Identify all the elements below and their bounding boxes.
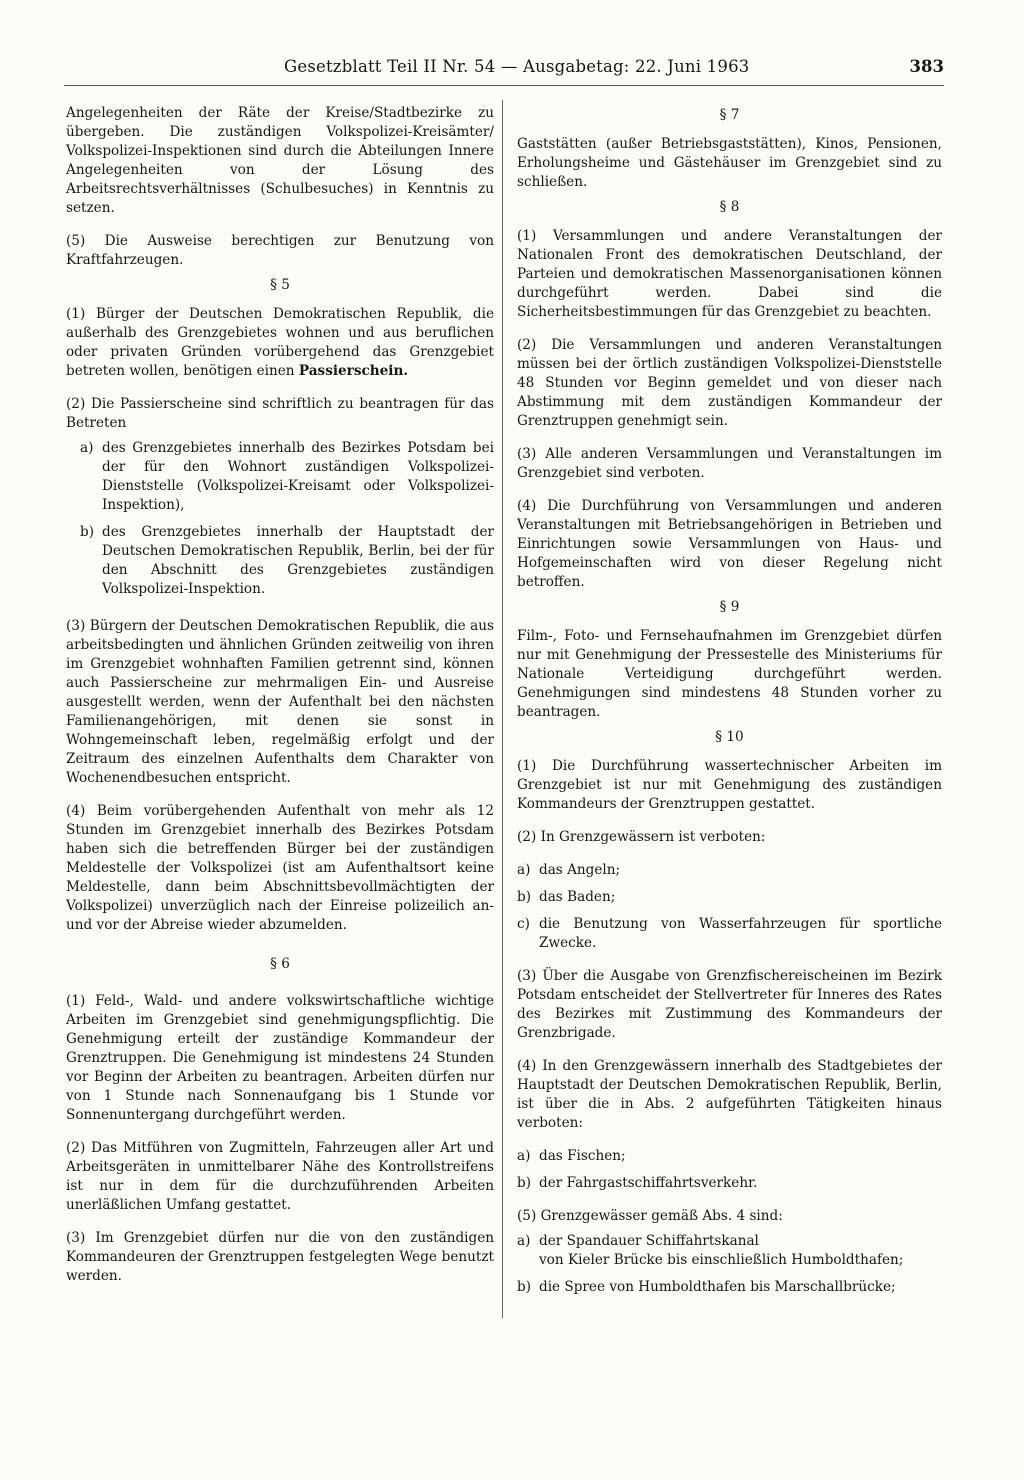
section-8-paragraph-2: (2) Die Versammlungen und anderen Veranstaltungen müssen bei der örtlich zuständigen Volkspolizei-Dienststelle 48 Stunden vor Beginn gemeldet und von dieser nach Abstimmung mit dem zuständigen Kommandeur der Grenztruppen genehmigt sein. <box>517 337 942 429</box>
section-7-text: Gaststätten (außer Betriebsgaststätten), Kinos, Pensionen, Erholungsheime und Gästehäuser im Grenzgebiet sind zu schließen. <box>517 136 942 190</box>
list-text: das Fischen; <box>539 1148 626 1164</box>
list-label: b) <box>80 524 95 540</box>
list-text: die Spree von Humboldthafen bis Marschallbrücke; <box>539 1279 896 1295</box>
header-rule <box>64 85 944 86</box>
list-item <box>517 1278 942 1297</box>
section-6-paragraph-1: (1) Feld-, Wald- und andere volkswirtschaftliche wichtige Arbeiten im Grenzgebiet sind genehmigungspflichtig. Die Genehmigung erteilt der zuständige Kommandeur der Grenztruppen. Die Genehmigung ist mindestens 24 Stunden vor Beginn der Arbeiten zu beantragen. Arbeiten dürfen nur von 1 Stunde nach Sonnenaufgang bis 1 Stunde vor Sonnenuntergang durchgeführt werden. <box>66 993 494 1123</box>
list-text: die Benutzung von Wasserfahrzeugen für sportliche Zwecke. <box>539 916 942 951</box>
section-5-paragraph-2: (2) Die Passierscheine sind schriftlich zu beantragen für das Betreten <box>66 396 494 431</box>
section-10-paragraph-2: (2) In Grenzgewässern ist verboten: <box>517 829 766 845</box>
list-item <box>517 1174 942 1193</box>
list-item <box>66 439 494 515</box>
section-5-paragraph-3: (3) Bürgern der Deutschen Demokratischen Republik, die aus arbeitsbedingten und ähnlichen Gründen zeitweilig von ihren im Grenzgebiet wohnhaften Familien getrennt sind, können auch Passierscheine zur mehrmaligen Ein- und Ausreise ausgestellt werden, wenn der Aufenthalt bei den nächsten Familienangehörigen, mit denen sie sonst in Wohngemeinschaft leben, regelmäßig erfolgt und der Zeitraum des einzelnen Aufenthalts dem Charakter von Wochenendbesuchen entspricht. <box>66 618 494 786</box>
section-10-paragraph-4: (4) In den Grenzgewässern innerhalb des Stadtgebietes der Hauptstadt der Deutschen Demokratischen Republik, Berlin, ist über die in Abs. 2 aufgeführten Tätigkeiten hinaus verboten: <box>517 1058 942 1131</box>
list-label: a) <box>517 862 531 878</box>
list-label: a) <box>517 1233 531 1249</box>
list-item <box>517 861 942 880</box>
section-8-paragraph-1: (1) Versammlungen und andere Veranstaltungen der Nationalen Front des demokratischen Deutschland, der Parteien und demokratischen Massenorganisationen können durchgeführt werden. Dabei sind die Sicherheitsbestimmungen für das Grenzgebiet zu beachten. <box>517 228 942 320</box>
page-header <box>64 57 944 87</box>
left-column <box>66 104 494 1300</box>
list-text: das Angeln; <box>539 862 621 878</box>
section-10-paragraph-3: (3) Über die Ausgabe von Grenzfischereischeinen im Bezirk Potsdam entscheidet der Stellvertreter für Inneres des Rates des Bezirkes mit Zustimmung des Kommandeurs der Grenzbrigade. <box>517 968 942 1041</box>
section-heading-7: § 7 <box>719 107 740 123</box>
section-10-paragraph-1: (1) Die Durchführung wassertechnischer Arbeiten im Grenzgebiet ist nur mit Genehmigung des zuständigen Kommandeurs der Grenztruppen gestattet. <box>517 758 942 812</box>
list-label: b) <box>517 889 532 905</box>
header-title: Gesetzblatt Teil II Nr. 54 — Ausgabetag: 22. Juni 1963 <box>284 57 750 76</box>
list-item <box>517 1147 942 1166</box>
list-text: des Grenzgebietes innerhalb des Bezirkes Potsdam bei der für den Wohnort zuständigen Volkspolizei-Dienststelle (Volkspolizei-Kreisamt oder Volkspolizei-Inspektion), <box>102 440 494 513</box>
section-6-paragraph-3: (3) Im Grenzgebiet dürfen nur die von den zuständigen Kommandeuren der Grenztruppen festgelegten Wege benutzt werden. <box>66 1230 494 1284</box>
section-5-paragraph-1 <box>66 305 494 381</box>
section-heading-5: § 5 <box>270 277 290 293</box>
list-text-line: von Kieler Brücke bis einschließlich Humboldthafen; <box>539 1252 904 1268</box>
section-9-text: Film-, Foto- und Fernsehaufnahmen im Grenzgebiet dürfen nur mit Genehmigung der Pressestelle des Ministeriums für Nationale Verteidigung durchgeführt werden. Genehmigungen sind mindestens 48 Stunden vorher zu beantragen. <box>517 628 942 720</box>
right-column <box>517 104 942 1305</box>
list-label: a) <box>80 440 94 456</box>
list-label: c) <box>517 916 530 932</box>
section-heading-10: § 10 <box>715 729 744 745</box>
page-number: 383 <box>909 57 944 76</box>
list-text: des Grenzgebietes innerhalb der Hauptstadt der Deutschen Demokratischen Republik, Berlin, bei der für den Abschnitt des Grenzgebietes zuständigen Volkspolizei-Inspektion. <box>102 524 494 597</box>
section-8-paragraph-3: (3) Alle anderen Versammlungen und Veranstaltungen im Grenzgebiet sind verboten. <box>517 446 942 481</box>
section-6-paragraph-2: (2) Das Mitführen von Zugmitteln, Fahrzeugen aller Art und Arbeitsgeräten in unmittelbarer Nähe des Kontrollstreifens ist nur in dem für die durchzuführenden Arbeiten unerläßlichen Umfang gestattet. <box>66 1140 494 1213</box>
section-heading-6: § 6 <box>270 956 290 972</box>
list-text-line: der Spandauer Schiffahrtskanal <box>539 1233 759 1249</box>
section-5-paragraph-4: (4) Beim vorübergehenden Aufenthalt von mehr als 12 Stunden im Grenzgebiet innerhalb des Bezirkes Potsdam haben sich die betreffenden Bürger bei der zuständigen Meldestelle der Volkspolizei (ist am Aufenthaltsort keine Meldestelle, dann beim Abschnittsbevollmächtigten der Volkspolizei) unverzüglich nach der Einreise polizeilich an- und vor der Abreise wieder abzumelden. <box>66 803 494 933</box>
section-10-paragraph-5: (5) Grenzgewässer gemäß Abs. 4 sind: <box>517 1208 783 1224</box>
section-heading-9: § 9 <box>719 599 740 615</box>
section-8-paragraph-4: (4) Die Durchführung von Versammlungen und anderen Veranstaltungen mit Betriebsangehörigen in Betrieben und Einrichtungen sowie Versammlungen von Haus- und Hofgemeinschaften wird von dieser Regelung nicht betroffen. <box>517 498 942 590</box>
list-label: b) <box>517 1175 532 1191</box>
list-item <box>517 915 942 953</box>
list-text: der Fahrgastschiffahrtsverkehr. <box>539 1175 758 1191</box>
list-text <box>539 1232 942 1270</box>
section-heading-8: § 8 <box>719 199 740 215</box>
list-item <box>66 523 494 599</box>
section-5-paragraph-1-text: (1) Bürger der Deutschen Demokratischen Republik, die außerhalb des Grenzgebietes wohnen und aus beruflichen oder privaten Gründen vorübergehend das Grenzgebiet betreten wollen, benötigen einen <box>66 306 494 379</box>
passierschein-term: Passierschein. <box>298 363 409 379</box>
column-divider <box>502 100 503 1318</box>
list-label: b) <box>517 1279 532 1295</box>
paragraph-5: (5) Die Ausweise berechtigen zur Benutzung von Kraftfahrzeugen. <box>66 233 494 268</box>
continued-paragraph: Angelegenheiten der Räte der Kreise/Stadtbezirke zu übergeben. Die zuständigen Volkspolizei-Kreisämter/ Volkspolizei-Inspektionen sind durch die Abteilungen Innere Angelegenheiten von der Lösung des Arbeitsrechtsverhältnisses (Schulbesuches) in Kenntnis zu setzen. <box>66 105 494 216</box>
list-text: das Baden; <box>539 889 616 905</box>
list-item <box>517 1232 942 1270</box>
list-item <box>517 888 942 907</box>
list-label: a) <box>517 1148 531 1164</box>
